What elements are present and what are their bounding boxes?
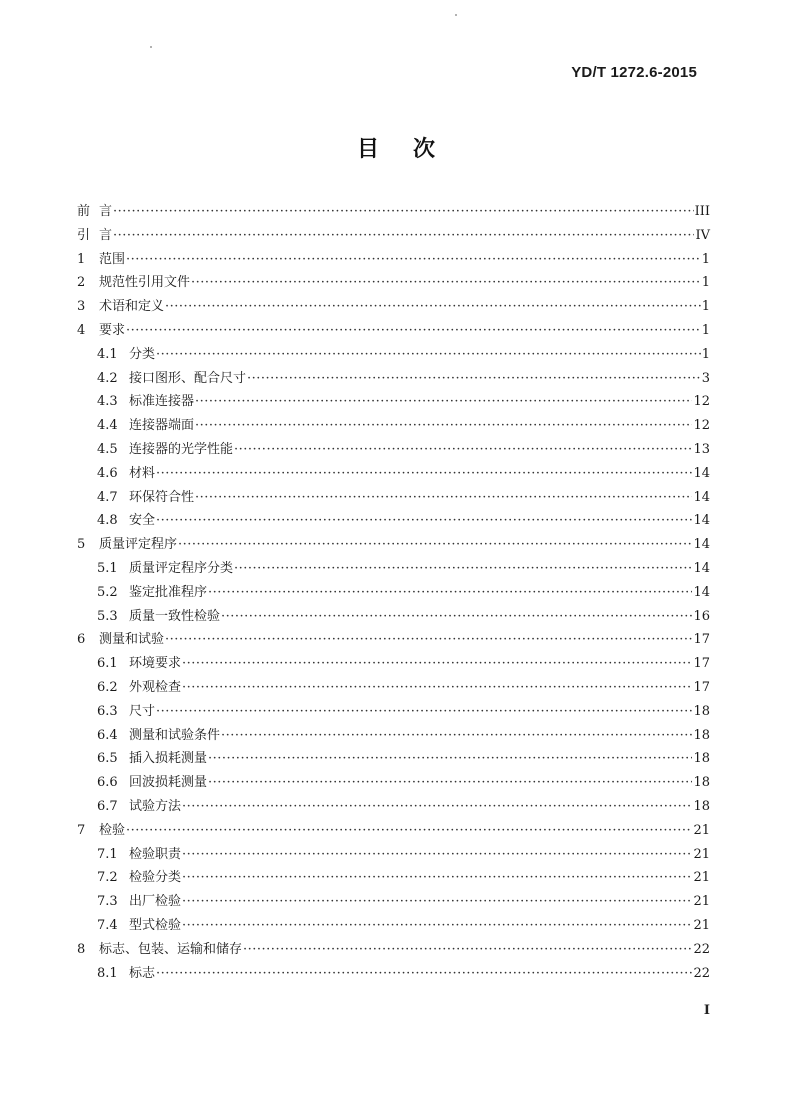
toc-entry-number: 7.3 xyxy=(97,894,118,910)
toc-entry-page: 18 xyxy=(693,798,710,814)
toc-dot-leader xyxy=(156,962,692,986)
toc-entry-page: 1 xyxy=(701,346,710,362)
toc-entry-label: 试验方法 xyxy=(129,798,182,814)
toc-subentry[interactable] xyxy=(77,390,710,414)
toc-title xyxy=(0,132,792,163)
toc-entry-page: 1 xyxy=(701,275,710,291)
toc-dot-leader xyxy=(195,414,692,438)
toc-dot-leader xyxy=(208,747,692,771)
toc-dot-leader xyxy=(156,462,692,486)
toc-subentry[interactable] xyxy=(77,676,710,700)
toc-entry[interactable] xyxy=(77,533,710,557)
toc-entry-label: 测量和试验条件 xyxy=(129,727,221,743)
toc-entry-page: 1 xyxy=(701,299,710,315)
toc-entry-number: 6.2 xyxy=(97,679,118,695)
toc-entry-label: 标志 xyxy=(129,965,156,981)
toc-subentry[interactable] xyxy=(77,605,710,629)
toc-entry-label: 尺寸 xyxy=(129,703,156,719)
toc-entry-label: 标准连接器 xyxy=(129,394,195,410)
toc-dot-leader xyxy=(113,224,694,248)
page-number: I xyxy=(703,1003,710,1018)
toc-entry-label: 检验 xyxy=(99,822,126,838)
toc-dot-leader xyxy=(126,819,692,843)
toc-entry-page: 14 xyxy=(693,560,710,576)
toc-dot-leader xyxy=(221,605,692,629)
toc-entry-number: 4.5 xyxy=(97,441,118,457)
toc-entry-page: 1 xyxy=(701,251,710,267)
toc-subentry[interactable] xyxy=(77,438,710,462)
toc-entry-number: 4.4 xyxy=(97,418,118,434)
toc-entry-page: 22 xyxy=(693,965,710,981)
toc-subentry[interactable] xyxy=(77,462,710,486)
toc-entry-page: 21 xyxy=(693,822,710,838)
toc-entry-page: 3 xyxy=(701,370,710,386)
toc-entry[interactable] xyxy=(77,224,710,248)
toc-subentry[interactable] xyxy=(77,890,710,914)
toc-entry-page: 14 xyxy=(693,465,710,481)
toc-subentry[interactable] xyxy=(77,866,710,890)
toc-dot-leader xyxy=(195,390,692,414)
toc-subentry[interactable] xyxy=(77,914,710,938)
toc-entry[interactable] xyxy=(77,319,710,343)
toc-dot-leader xyxy=(243,938,692,962)
toc-entry-label: 检验职责 xyxy=(129,846,182,862)
toc-entry-label: 型式检验 xyxy=(129,917,182,933)
toc-entry-number: 5.1 xyxy=(97,560,118,576)
toc-entry-page: 1 xyxy=(701,322,710,338)
toc-entry-page: 21 xyxy=(693,870,710,886)
toc-entry-label: 出厂检验 xyxy=(129,894,182,910)
toc-entry-label: 环保符合性 xyxy=(129,489,195,505)
toc-entry-number: 7 xyxy=(77,822,86,838)
toc-entry-number: 6.5 xyxy=(97,751,118,767)
toc-entry-label: 言 xyxy=(99,227,113,243)
toc-entry-page: 13 xyxy=(693,441,710,457)
toc-entry-number: 4.6 xyxy=(97,465,118,481)
toc-subentry[interactable] xyxy=(77,343,710,367)
toc-dot-leader xyxy=(156,700,692,724)
toc-entry-number: 5.3 xyxy=(97,608,118,624)
toc-entry-page: 12 xyxy=(693,394,710,410)
toc-dot-leader xyxy=(182,795,692,819)
toc-entry-page: 22 xyxy=(693,941,710,957)
toc-entry-label: 连接器的光学性能 xyxy=(129,441,234,457)
toc-entry[interactable] xyxy=(77,248,710,272)
toc-subentry[interactable] xyxy=(77,724,710,748)
toc-entry-number: 5 xyxy=(77,537,86,553)
toc-entry-label: 安全 xyxy=(129,513,156,529)
toc-entry-page: 18 xyxy=(693,727,710,743)
toc-entry-page: 17 xyxy=(693,656,710,672)
toc-entry-label: 测量和试验 xyxy=(99,632,165,648)
toc-subentry[interactable] xyxy=(77,414,710,438)
toc-entry-page: III xyxy=(694,204,710,219)
toc-entry-number: 8 xyxy=(77,941,86,957)
toc-dot-leader xyxy=(191,271,701,295)
toc-subentry[interactable] xyxy=(77,747,710,771)
toc-title-char: 目 xyxy=(356,137,379,162)
toc-entry-number: 4.8 xyxy=(97,513,118,529)
toc-dot-leader xyxy=(178,533,692,557)
toc-subentry[interactable] xyxy=(77,700,710,724)
toc-entry-number: 6 xyxy=(77,632,86,648)
toc-entry-number: 6.6 xyxy=(97,775,118,791)
toc-dot-leader xyxy=(156,509,692,533)
toc-entry-label: 分类 xyxy=(129,346,156,362)
toc-entry-number: 4.3 xyxy=(97,394,118,410)
toc-entry-label: 言 xyxy=(99,204,113,219)
toc-entry-number: 2 xyxy=(77,275,86,291)
toc-entry-label: 回波损耗测量 xyxy=(129,775,208,791)
toc-entry-number: 4.7 xyxy=(97,489,118,505)
toc-entry-label: 范围 xyxy=(99,251,126,267)
toc-subentry[interactable] xyxy=(77,509,710,533)
toc-entry[interactable] xyxy=(77,938,710,962)
toc-entry-label: 外观检查 xyxy=(129,679,182,695)
toc-dot-leader xyxy=(234,438,692,462)
toc-entry-number: 3 xyxy=(77,299,86,315)
toc-entry[interactable] xyxy=(77,271,710,295)
toc-subentry[interactable] xyxy=(77,486,710,510)
toc-entry[interactable] xyxy=(77,295,710,319)
toc-entry-label: 要求 xyxy=(99,322,126,338)
toc-title-char: 次 xyxy=(413,137,436,162)
toc-entry-page: 21 xyxy=(693,917,710,933)
toc-entry-number: 7.1 xyxy=(97,846,118,862)
toc-entry[interactable] xyxy=(77,819,710,843)
toc-entry-label: 接口图形、配合尺寸 xyxy=(129,370,247,386)
toc-entry-number: 前 xyxy=(77,204,91,219)
table-of-contents xyxy=(77,200,710,985)
toc-entry-page: 14 xyxy=(693,584,710,600)
toc-entry-number: 7.4 xyxy=(97,917,118,933)
toc-entry-number: 6.7 xyxy=(97,798,118,814)
toc-dot-leader xyxy=(126,319,701,343)
toc-entry[interactable] xyxy=(77,200,710,224)
toc-entry-page: 17 xyxy=(693,679,710,695)
toc-dot-leader xyxy=(182,676,692,700)
toc-entry-page: 12 xyxy=(693,418,710,434)
toc-entry-page: 21 xyxy=(693,846,710,862)
toc-entry-number: 4.1 xyxy=(97,346,118,362)
toc-entry-label: 环境要求 xyxy=(129,656,182,672)
toc-entry-label: 插入损耗测量 xyxy=(129,751,208,767)
toc-entry-number: 4 xyxy=(77,322,86,338)
toc-subentry[interactable] xyxy=(77,771,710,795)
toc-dot-leader xyxy=(165,628,692,652)
toc-entry-page: 14 xyxy=(693,489,710,505)
toc-dot-leader xyxy=(234,557,692,581)
toc-dot-leader xyxy=(182,843,692,867)
toc-entry-number: 7.2 xyxy=(97,870,118,886)
toc-dot-leader xyxy=(221,724,692,748)
toc-dot-leader xyxy=(182,914,692,938)
toc-subentry[interactable] xyxy=(77,795,710,819)
toc-entry-number: 6.3 xyxy=(97,703,118,719)
scan-speck xyxy=(150,46,152,48)
toc-dot-leader xyxy=(208,771,692,795)
toc-entry[interactable] xyxy=(77,628,710,652)
toc-entry-label: 规范性引用文件 xyxy=(99,275,191,291)
toc-entry-number: 6.1 xyxy=(97,656,118,672)
toc-entry-label: 质量评定程序 xyxy=(99,537,178,553)
toc-entry-page: 18 xyxy=(693,775,710,791)
toc-dot-leader xyxy=(126,248,701,272)
toc-entry-label: 质量一致性检验 xyxy=(129,608,221,624)
toc-entry-number: 5.2 xyxy=(97,584,118,600)
toc-subentry[interactable] xyxy=(77,367,710,391)
toc-entry-page: 14 xyxy=(693,537,710,553)
toc-subentry[interactable] xyxy=(77,557,710,581)
toc-dot-leader xyxy=(113,200,694,224)
toc-entry-page: 16 xyxy=(693,608,710,624)
toc-entry-number: 4.2 xyxy=(97,370,118,386)
toc-dot-leader xyxy=(182,866,692,890)
toc-entry-label: 质量评定程序分类 xyxy=(129,560,234,576)
toc-entry-number: 引 xyxy=(77,227,91,243)
toc-entry-label: 术语和定义 xyxy=(99,299,165,315)
toc-entry-page: 17 xyxy=(693,632,710,648)
toc-dot-leader xyxy=(208,581,692,605)
toc-dot-leader xyxy=(156,343,701,367)
toc-entry-number: 6.4 xyxy=(97,727,118,743)
toc-entry-page: 18 xyxy=(693,751,710,767)
toc-subentry[interactable] xyxy=(77,652,710,676)
toc-subentry[interactable] xyxy=(77,581,710,605)
toc-subentry[interactable] xyxy=(77,843,710,867)
toc-entry-page: 18 xyxy=(693,703,710,719)
toc-dot-leader xyxy=(165,295,701,319)
toc-dot-leader xyxy=(247,367,701,391)
toc-entry-label: 材料 xyxy=(129,465,156,481)
toc-entry-number: 8.1 xyxy=(97,965,118,981)
document-code: YD/T 1272.6-2015 xyxy=(571,64,697,81)
toc-dot-leader xyxy=(195,486,692,510)
toc-entry-page: IV xyxy=(695,227,710,243)
toc-dot-leader xyxy=(182,652,692,676)
toc-subentry[interactable] xyxy=(77,962,710,986)
toc-dot-leader xyxy=(182,890,692,914)
toc-entry-label: 检验分类 xyxy=(129,870,182,886)
toc-entry-label: 鉴定批准程序 xyxy=(129,584,208,600)
toc-entry-number: 1 xyxy=(77,251,86,267)
toc-entry-label: 连接器端面 xyxy=(129,418,195,434)
toc-entry-page: 14 xyxy=(693,513,710,529)
scan-speck xyxy=(455,14,457,16)
toc-entry-label: 标志、包装、运输和储存 xyxy=(99,941,243,957)
toc-entry-page: 21 xyxy=(693,894,710,910)
